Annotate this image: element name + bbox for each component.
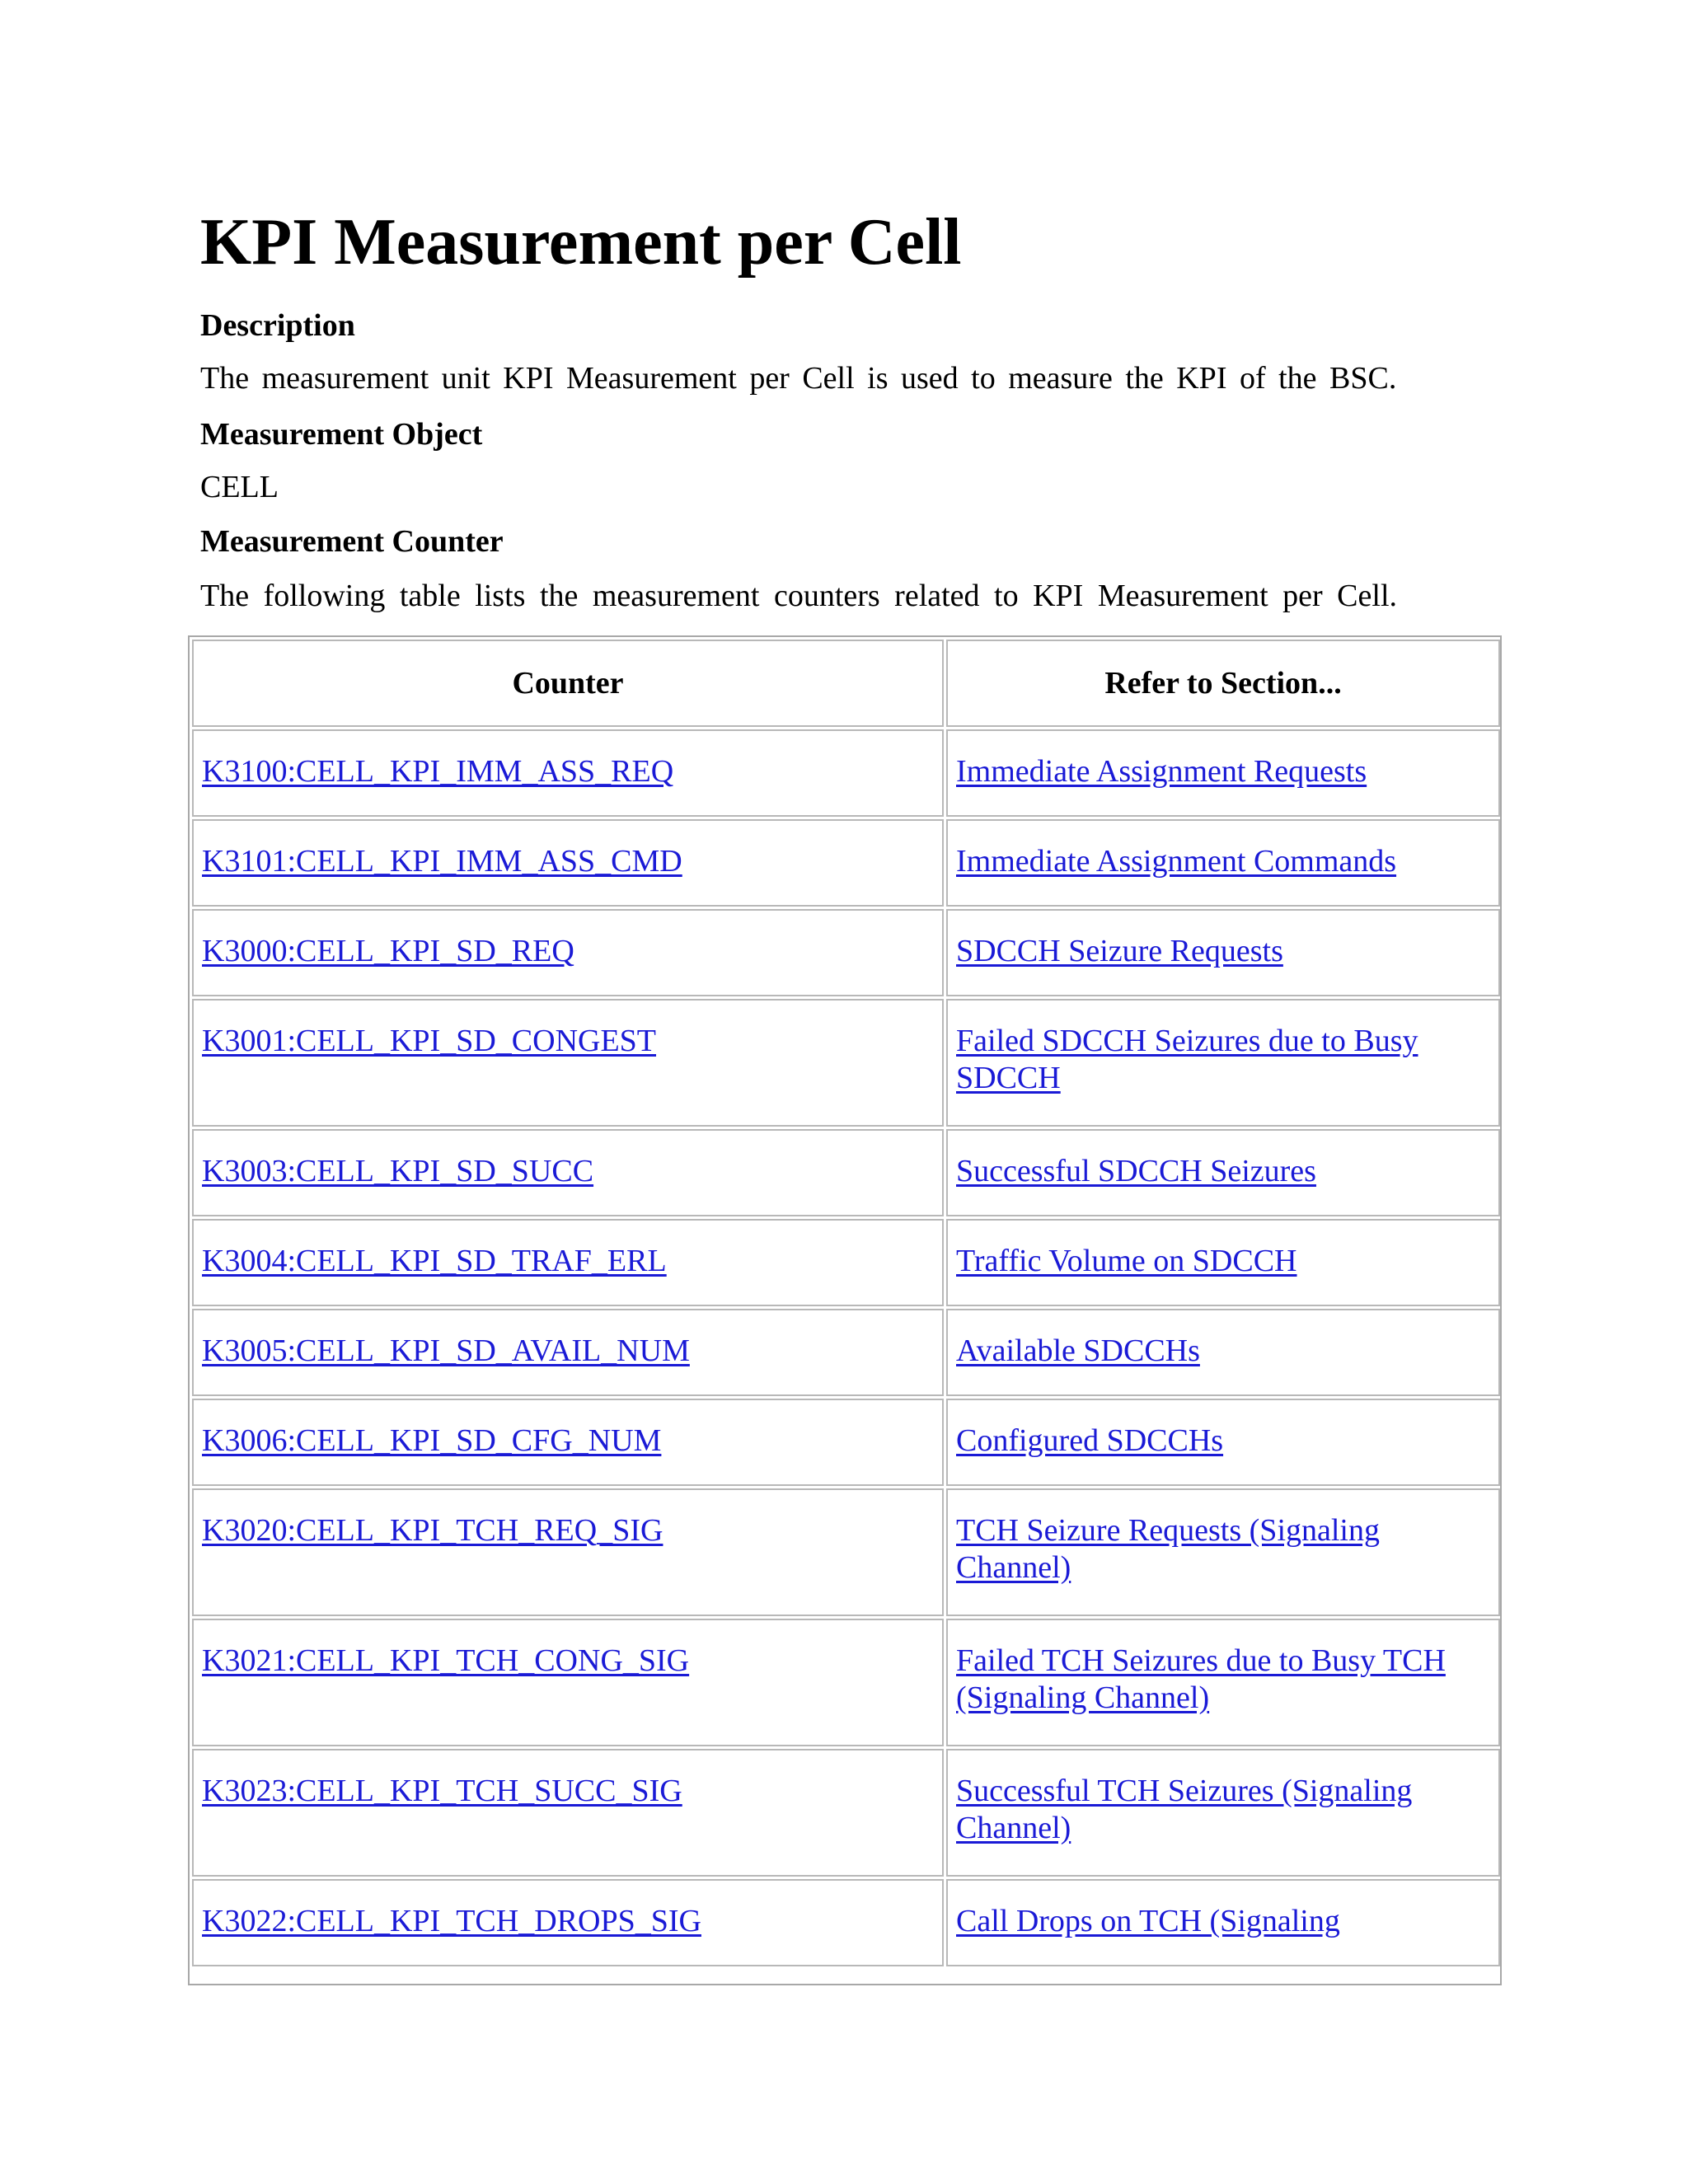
table-row bbox=[192, 819, 1500, 907]
section-cell bbox=[946, 999, 1500, 1127]
page-title: KPI Measurement per Cell bbox=[200, 206, 962, 279]
section-cell bbox=[946, 729, 1500, 817]
section-link[interactable]: Call Drops on TCH (Signaling bbox=[956, 1904, 1340, 1938]
counter-link[interactable]: K3004:CELL_KPI_SD_TRAF_ERL bbox=[202, 1244, 667, 1278]
table-row bbox=[192, 999, 1500, 1127]
table-row bbox=[192, 1879, 1500, 1966]
section-cell bbox=[946, 819, 1500, 907]
counter-link[interactable]: K3001:CELL_KPI_SD_CONGEST bbox=[202, 1024, 657, 1058]
counter-cell bbox=[192, 1488, 944, 1616]
table-row bbox=[192, 1309, 1500, 1396]
counter-link[interactable]: K3005:CELL_KPI_SD_AVAIL_NUM bbox=[202, 1333, 690, 1368]
table-header-row bbox=[192, 640, 1500, 727]
section-cell bbox=[946, 1879, 1500, 1966]
section-link[interactable]: Immediate Assignment Requests bbox=[956, 754, 1367, 789]
section-cell bbox=[946, 1488, 1500, 1616]
counter-link[interactable]: K3020:CELL_KPI_TCH_REQ_SIG bbox=[202, 1513, 663, 1548]
table-row bbox=[192, 909, 1500, 996]
counter-link[interactable]: K3101:CELL_KPI_IMM_ASS_CMD bbox=[202, 844, 682, 879]
section-cell bbox=[946, 1309, 1500, 1396]
counter-cell bbox=[192, 1129, 944, 1216]
counter-cell bbox=[192, 1749, 944, 1877]
table-row bbox=[192, 729, 1500, 817]
counter-cell bbox=[192, 1309, 944, 1396]
section-link[interactable]: SDCCH Seizure Requests bbox=[956, 934, 1283, 968]
counter-link[interactable]: K3021:CELL_KPI_TCH_CONG_SIG bbox=[202, 1643, 690, 1678]
counter-cell bbox=[192, 1619, 944, 1746]
section-link[interactable]: Successful SDCCH Seizures bbox=[956, 1154, 1316, 1188]
measurement-object-heading: Measurement Object bbox=[200, 417, 483, 452]
table-row bbox=[192, 1219, 1500, 1306]
table-row bbox=[192, 1129, 1500, 1216]
section-link[interactable]: Traffic Volume on SDCCH bbox=[956, 1244, 1297, 1278]
measurement-object-text: CELL bbox=[200, 470, 279, 504]
section-cell bbox=[946, 1129, 1500, 1216]
counter-cell bbox=[192, 1219, 944, 1306]
counter-table bbox=[190, 637, 1502, 1969]
counter-link[interactable]: K3006:CELL_KPI_SD_CFG_NUM bbox=[202, 1423, 662, 1458]
table-row bbox=[192, 1399, 1500, 1486]
counter-link[interactable]: K3022:CELL_KPI_TCH_DROPS_SIG bbox=[202, 1904, 701, 1938]
table-row bbox=[192, 1619, 1500, 1746]
header-refer-to-section: Refer to Section... bbox=[946, 640, 1500, 727]
counter-cell bbox=[192, 1399, 944, 1486]
section-cell bbox=[946, 909, 1500, 996]
counter-cell bbox=[192, 999, 944, 1127]
section-link[interactable]: TCH Seizure Requests (Signaling Channel) bbox=[956, 1513, 1380, 1585]
measurement-counter-text: The following table lists the measurement counters related to KPI Measurement per Cell. bbox=[200, 579, 1397, 613]
counter-table-container bbox=[188, 635, 1502, 1985]
measurement-counter-heading: Measurement Counter bbox=[200, 524, 504, 559]
header-counter: Counter bbox=[192, 640, 944, 727]
section-cell bbox=[946, 1399, 1500, 1486]
section-cell bbox=[946, 1749, 1500, 1877]
section-link[interactable]: Available SDCCHs bbox=[956, 1333, 1200, 1368]
counter-cell bbox=[192, 909, 944, 996]
counter-cell bbox=[192, 819, 944, 907]
counter-link[interactable]: K3000:CELL_KPI_SD_REQ bbox=[202, 934, 574, 968]
description-text: The measurement unit KPI Measurement per Cell is used to measure the KPI of the BSC. bbox=[200, 361, 1397, 396]
section-link[interactable]: Failed TCH Seizures due to Busy TCH (Signaling Channel) bbox=[956, 1643, 1446, 1715]
counter-link[interactable]: K3100:CELL_KPI_IMM_ASS_REQ bbox=[202, 754, 674, 789]
counter-cell bbox=[192, 1879, 944, 1966]
description-heading: Description bbox=[200, 308, 355, 343]
section-link[interactable]: Successful TCH Seizures (Signaling Channel) bbox=[956, 1774, 1413, 1845]
counter-cell bbox=[192, 729, 944, 817]
section-cell bbox=[946, 1219, 1500, 1306]
table-row bbox=[192, 1749, 1500, 1877]
section-cell bbox=[946, 1619, 1500, 1746]
counter-link[interactable]: K3023:CELL_KPI_TCH_SUCC_SIG bbox=[202, 1774, 682, 1808]
section-link[interactable]: Failed SDCCH Seizures due to Busy SDCCH bbox=[956, 1024, 1418, 1095]
section-link[interactable]: Configured SDCCHs bbox=[956, 1423, 1224, 1458]
table-row bbox=[192, 1488, 1500, 1616]
section-link[interactable]: Immediate Assignment Commands bbox=[956, 844, 1397, 879]
counter-link[interactable]: K3003:CELL_KPI_SD_SUCC bbox=[202, 1154, 594, 1188]
